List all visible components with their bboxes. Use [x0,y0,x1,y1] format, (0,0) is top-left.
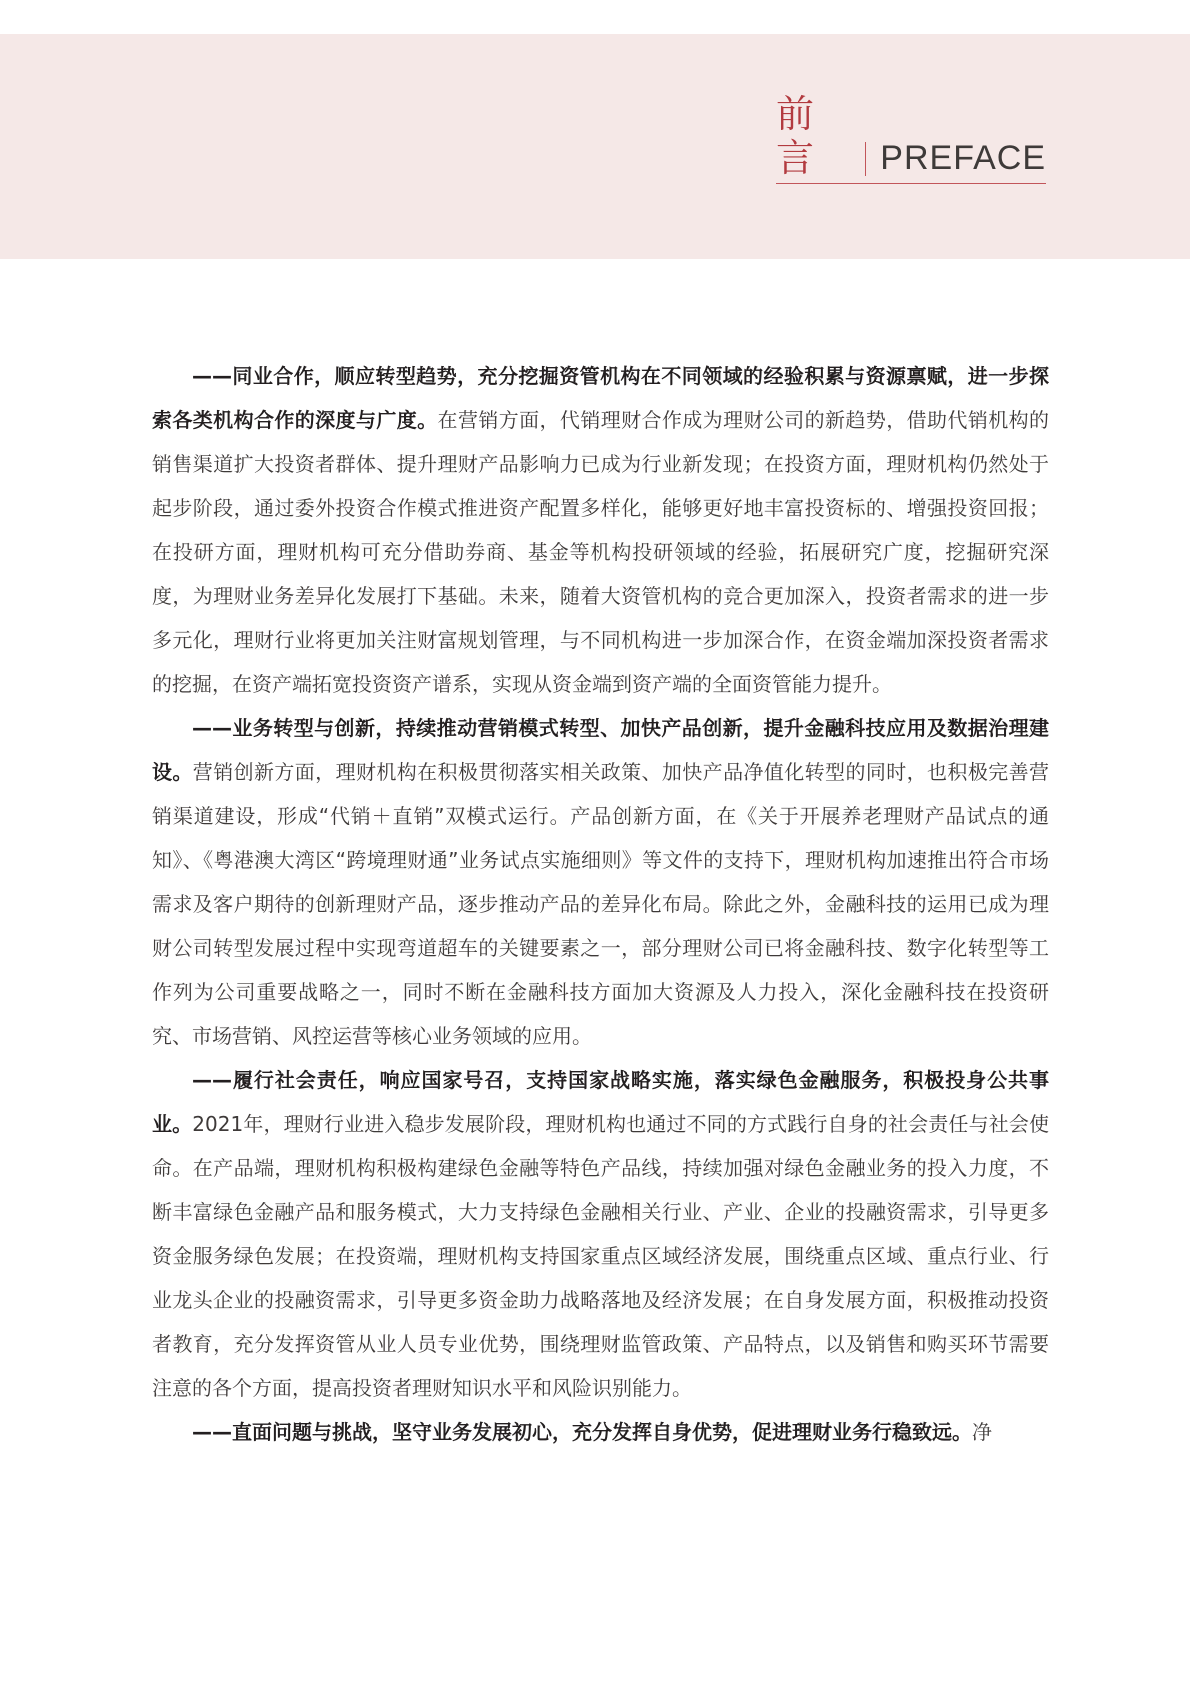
paragraph-lead: ——直面问题与挑战，坚守业务发展初心，充分发挥自身优势，促进理财业务行稳致远。 [192,1420,972,1444]
paragraph-1 [152,354,1049,706]
preface-body [152,354,1049,1454]
paragraph-lead: ——业务转型与创新，持续推动营销模式转型、加快产品创新，提升金融科技应用及数据治理建设。 [152,716,1049,784]
title-divider [865,142,866,176]
paragraph-lead: ——履行社会责任，响应国家号召，支持国家战略实施，落实绿色金融服务，积极投身公共事业。 [152,1068,1049,1136]
paragraph-text: 在营销方面，代销理财合作成为理财公司的新趋势，借助代销机构的销售渠道扩大投资者群体、提升理财产品影响力已成为行业新发现；在投资方面，理财机构仍然处于起步阶段，通过委外投资合作模式推进资产配置多样化，能够更好地丰富投资标的、增强投资回报；在投研方面，理财机构可充分借助券商、基金等机构投研领域的经验，拓展研究广度，挖掘研究深度，为理财业务差异化发展打下基础。未来，随着大资管机构的竞合更加深入，投资者需求的进一步多元化，理财行业将更加关注财富规划管理，与不同机构进一步加深合作，在资金端加深投资者需求的挖掘，在资产端拓宽投资资产谱系，实现从资金端到资产端的全面资管能力提升。 [152,408,1050,696]
paragraph-text: 2021年，理财行业进入稳步发展阶段，理财机构也通过不同的方式践行自身的社会责任与社会使命。在产品端，理财机构积极构建绿色金融等特色产品线，持续加强对绿色金融业务的投入力度，不断丰富绿色金融产品和服务模式，大力支持绿色金融相关行业、产业、企业的投融资需求，引导更多资金服务绿色发展；在投资端，理财机构支持国家重点区域经济发展，围绕重点区域、重点行业、行业龙头企业的投融资需求，引导更多资金助力战略落地及经济发展；在自身发展方面，积极推动投资者教育，充分发挥资管从业人员专业优势，围绕理财监管政策、产品特点，以及销售和购买环节需要注意的各个方面，提高投资者理财知识水平和风险识别能力。 [152,1112,1049,1400]
paragraph-text: 净 [972,1420,992,1444]
paragraph-lead: ——同业合作，顺应转型趋势，充分挖掘资管机构在不同领域的经验积累与资源禀赋，进一步探索各类机构合作的深度与广度。 [152,364,1049,432]
preface-title [776,92,1046,184]
title-english: PREFACE [880,139,1046,177]
paragraph-text: 营销创新方面，理财机构在积极贯彻落实相关政策、加快产品净值化转型的同时，也积极完善营销渠道建设，形成“代销＋直销”双模式运行。产品创新方面，在《关于开展养老理财产品试点的通知》、《粤港澳大湾区“跨境理财通”业务试点实施细则》等文件的支持下，理财机构加速推出符合市场需求及客户期待的创新理财产品，逐步推动产品的差异化布局。除此之外，金融科技的运用已成为理财公司转型发展过程中实现弯道超车的关键要素之一，部分理财公司已将金融科技、数字化转型等工作列为公司重要战略之一，同时不断在金融科技方面加大资源及人力投入，深化金融科技在投资研究、市场营销、风控运营等核心业务领域的应用。 [152,760,1050,1048]
paragraph-4 [152,1410,1049,1454]
title-chinese: 前言 [776,92,825,180]
paragraph-2 [152,706,1049,1058]
paragraph-3 [152,1058,1049,1410]
